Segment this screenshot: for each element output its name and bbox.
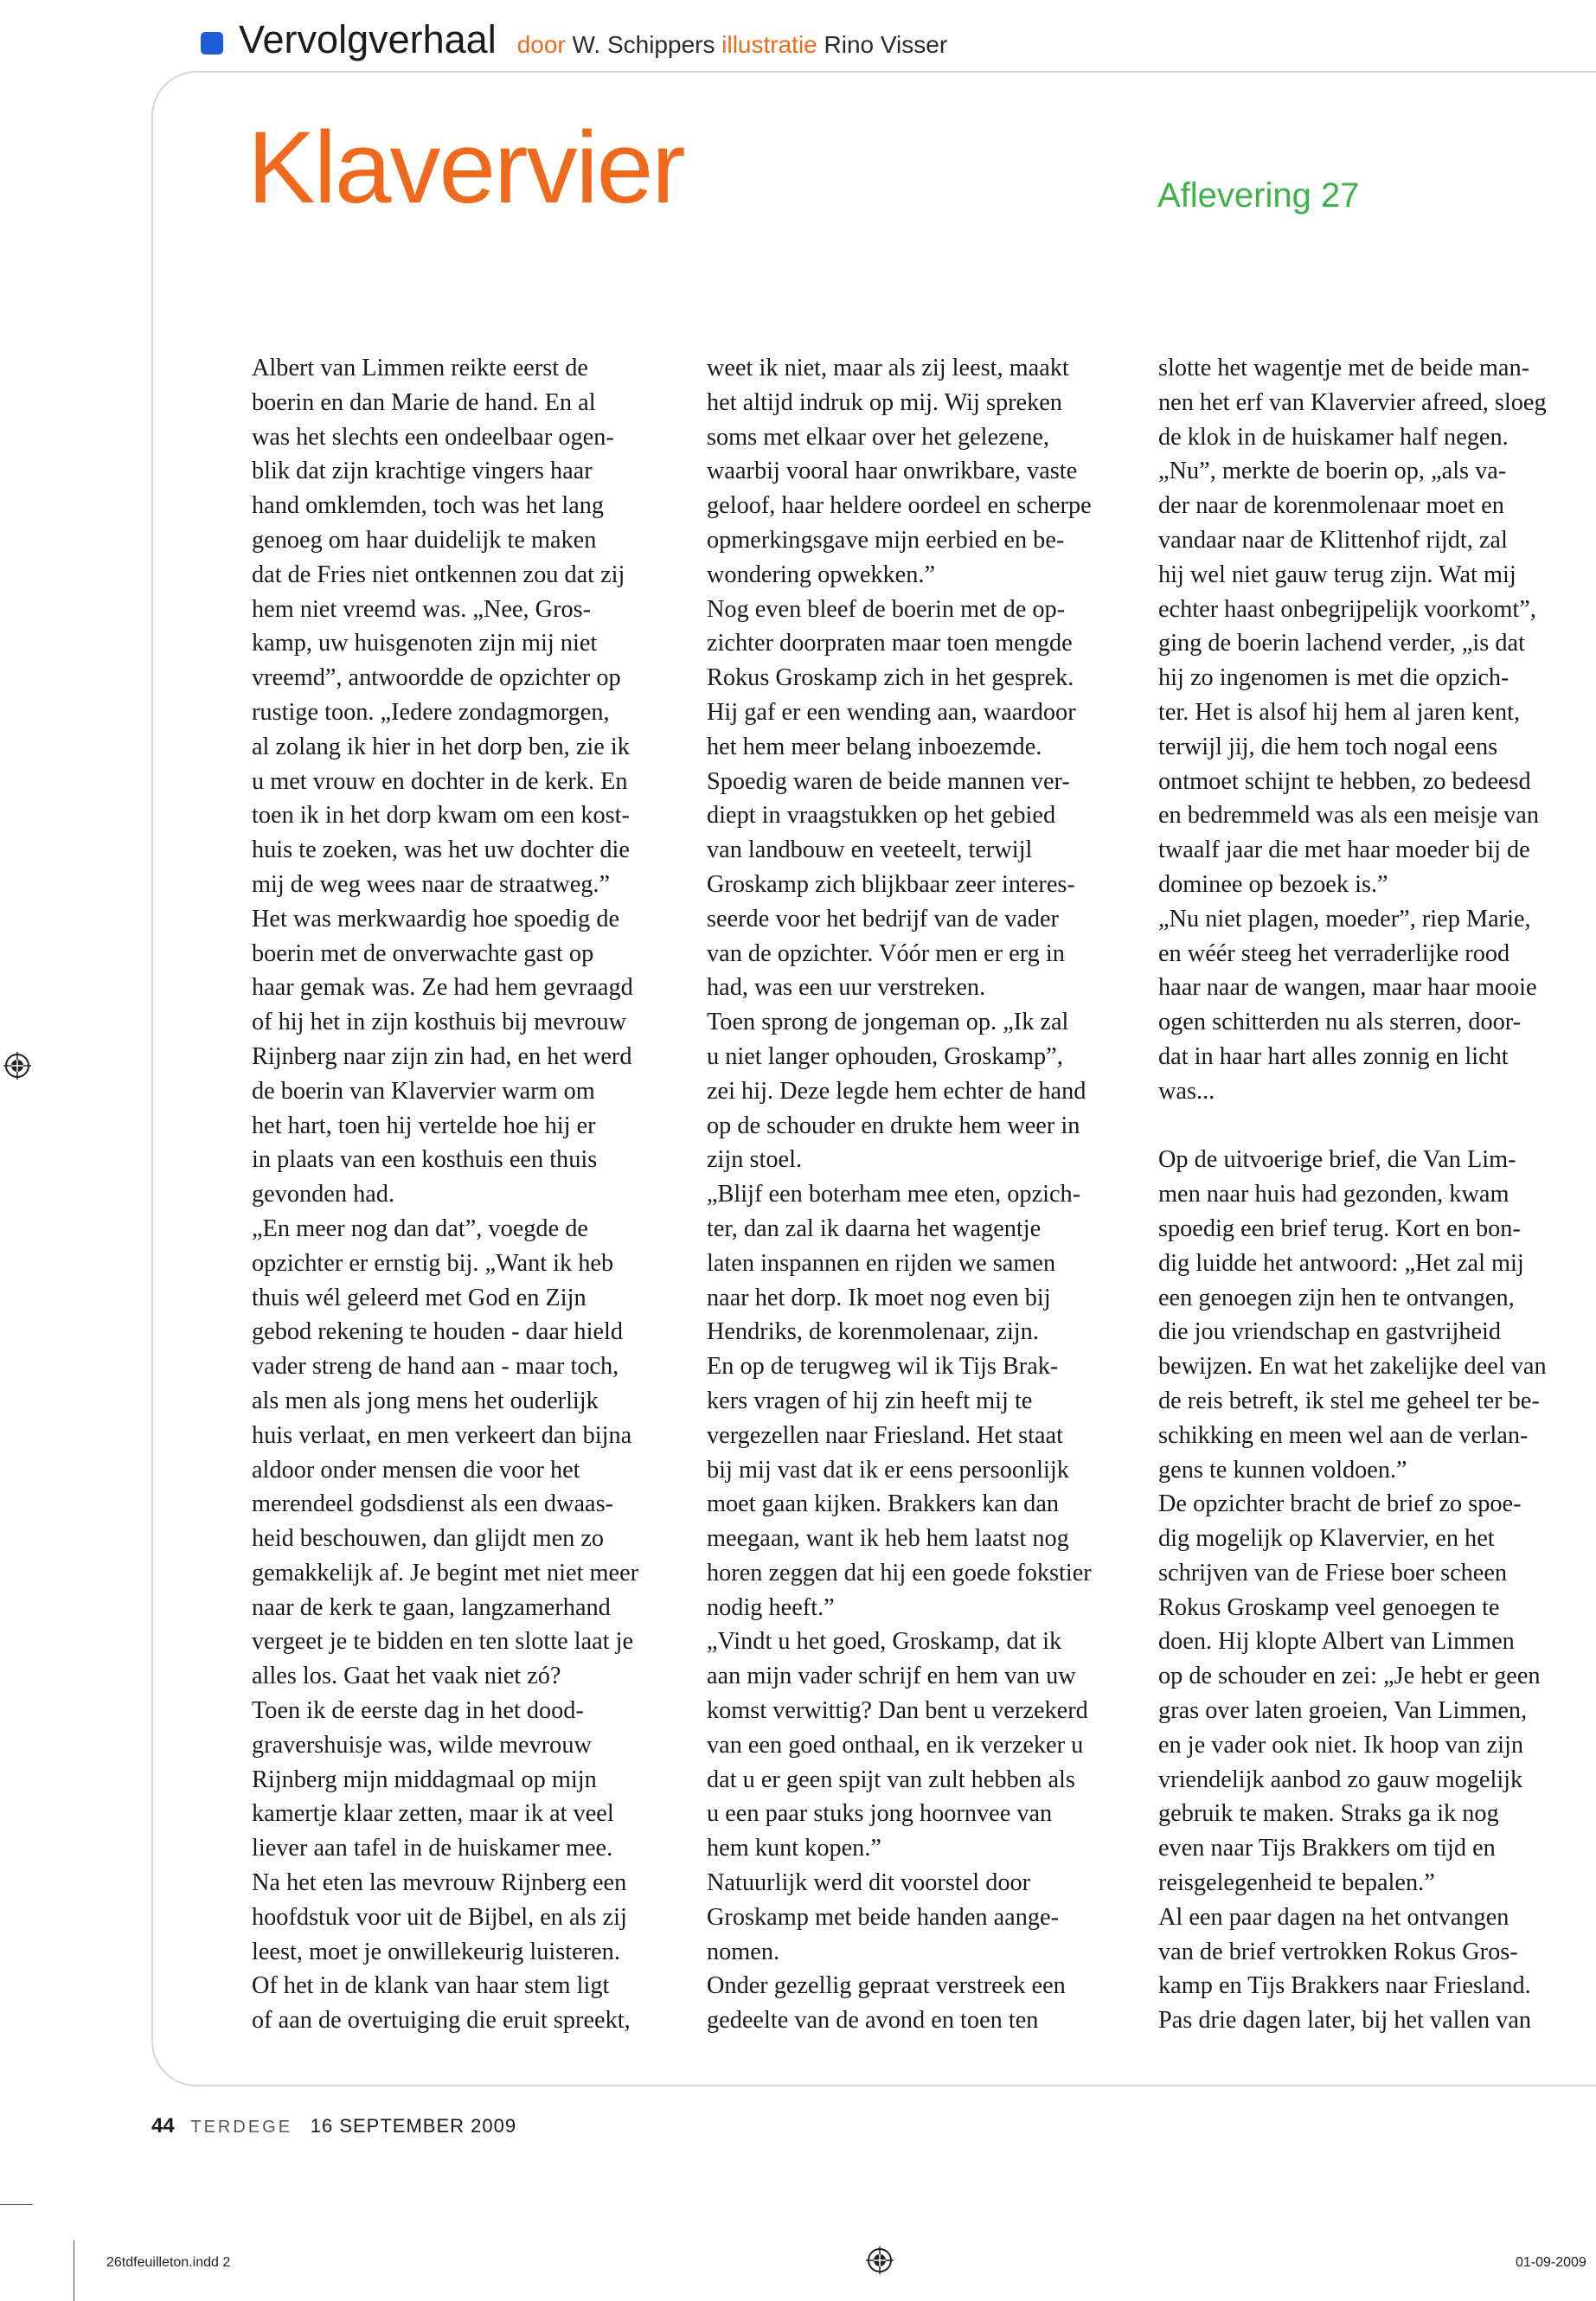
crop-mark-horizontal <box>0 2204 33 2205</box>
text-line: opmerkingsgave mijn eerbied en be- <box>707 526 1065 554</box>
section-title: Vervolgverhaal <box>239 17 497 61</box>
text-line: Groskamp zich blijkbaar zeer interes- <box>707 870 1075 898</box>
text-line: terwijl jij, die hem toch nogal eens <box>1158 733 1498 760</box>
text-line: Het was merkwaardig hoe spoedig de <box>252 905 620 933</box>
text-line: blik dat zijn krachtige vingers haar <box>252 458 593 485</box>
paragraph-break <box>1158 1109 1591 1144</box>
text-line: de klok in de huiskamer half negen. <box>1158 423 1509 451</box>
text-line: meegaan, want ik heb hem laatst nog <box>707 1525 1069 1553</box>
text-line: huis verlaat, en men verkeert dan bijna <box>252 1421 632 1449</box>
text-line: Al een paar dagen na het ontvangen <box>1158 1903 1509 1931</box>
text-line: „Nu niet plagen, moeder”, riep Marie, <box>1158 905 1531 933</box>
text-line: dat de Fries niet ontkennen zou dat zij <box>252 561 625 588</box>
text-line: seerde voor het bedrijf van de vader <box>707 905 1059 933</box>
text-line: men naar huis had gezonden, kwam <box>1158 1181 1509 1208</box>
text-line: Natuurlijk werd dit voorstel door <box>707 1869 1031 1897</box>
text-line: liever aan tafel in de huiskamer mee. <box>252 1835 613 1862</box>
text-line: in plaats van een kosthuis een thuis <box>252 1146 598 1174</box>
text-line: op de schouder en zei: „Je hebt er geen <box>1158 1663 1541 1690</box>
text-line: het altijd indruk op mij. Wij spreken <box>707 388 1062 416</box>
text-line: dominee op bezoek is.” <box>1158 870 1388 898</box>
text-line: was... <box>1158 1077 1215 1105</box>
text-line: toen ik in het dorp kwam om een kost- <box>252 802 630 830</box>
text-line: Rijnberg mijn middagmaal op mijn <box>252 1766 597 1793</box>
text-line: naar de kerk te gaan, langzamerhand <box>252 1593 611 1621</box>
text-line: en wéér steeg het verraderlijke rood <box>1158 939 1510 967</box>
text-line: De opzichter bracht de brief zo spoe- <box>1158 1490 1522 1518</box>
text-line: laten inspannen en rijden we samen <box>707 1249 1056 1277</box>
text-line: horen zeggen dat hij een goede fokstier <box>707 1559 1092 1586</box>
text-line: „Nu”, merkte de boerin op, „als va- <box>1158 458 1507 485</box>
text-line: weet ik niet, maar als zij leest, maakt <box>707 355 1069 381</box>
text-line: huis te zoeken, was het uw dochter die <box>252 836 630 864</box>
text-line: merendeel godsdienst als een dwaas- <box>252 1490 614 1518</box>
text-line: had, was een uur verstreken. <box>707 974 986 1002</box>
text-line: bij mij vast dat ik er eens persoonlijk <box>707 1456 1069 1484</box>
text-line: komst verwittig? Dan bent u verzekerd <box>707 1697 1088 1725</box>
text-line: hem kunt kopen.” <box>707 1835 881 1862</box>
text-line: gebod rekening te houden - daar hield <box>252 1318 624 1346</box>
text-line: van landbouw en veeteelt, terwijl <box>707 836 1033 864</box>
text-line: slotte het wagentje met de beide man- <box>1158 355 1530 381</box>
text-line: Pas drie dagen later, bij het vallen van <box>1158 2007 1532 2035</box>
issue-date: 16 SEPTEMBER 2009 <box>310 2115 517 2137</box>
text-line: „En meer nog dan dat”, voegde de <box>252 1215 588 1242</box>
author-name: W. Schippers <box>572 31 715 58</box>
text-line: boerin en dan Marie de hand. En al <box>252 388 596 416</box>
text-line: even naar Tijs Brakkers om tijd en <box>1158 1835 1496 1862</box>
text-line: van de brief vertrokken Rokus Gros- <box>1158 1938 1518 1965</box>
text-line: opzichter er ernstig bij. „Want ik heb <box>252 1249 614 1277</box>
text-line: Nog even bleef de boerin met de op- <box>707 595 1066 623</box>
text-line: Of het in de klank van haar stem ligt <box>252 1972 610 2000</box>
text-line: op de schouder en drukte hem weer in <box>707 1112 1080 1139</box>
text-line: gemakkelijk af. Je begint met niet meer <box>252 1559 639 1586</box>
door-label: door <box>516 31 566 58</box>
text-line: die jou vriendschap en gastvrijheid <box>1158 1318 1502 1346</box>
text-column-3-part-2 <box>1158 1143 1591 2038</box>
text-line: het hem meer belang inboezemde. <box>707 733 1042 760</box>
text-line: schrijven van de Friese boer scheen <box>1158 1559 1508 1586</box>
text-line: Rokus Groskamp veel genoegen te <box>1158 1593 1500 1621</box>
text-column-2 <box>707 351 1139 2038</box>
text-line: hem niet vreemd was. „Nee, Gros- <box>252 595 592 623</box>
text-line: waarbij vooral haar onwrikbare, vaste <box>707 458 1078 485</box>
print-slug-file: 26tdfeuilleton.indd 2 <box>106 2255 231 2270</box>
text-line: ter. Het is alsof hij hem al jaren kent, <box>1158 698 1521 726</box>
text-line: kers vragen of hij zin heeft mij te <box>707 1387 1033 1414</box>
text-line: dat in haar hart alles zonnig en licht <box>1158 1042 1509 1070</box>
text-line: al zolang ik hier in het dorp ben, zie ik <box>252 733 630 760</box>
text-line: Spoedig waren de beide mannen ver- <box>707 767 1070 795</box>
section-marker-icon <box>201 32 223 54</box>
text-line: zijn stoel. <box>707 1146 803 1174</box>
text-line: ging de boerin lachend verder, „is dat <box>1158 630 1525 657</box>
text-line: bewijzen. En wat het zakelijke deel van <box>1158 1353 1547 1381</box>
text-line: aan mijn vader schrijf en hem van uw <box>707 1663 1076 1690</box>
page-number: 44 <box>151 2114 175 2138</box>
illustratie-label: illustratie <box>721 31 817 58</box>
text-line: de boerin van Klavervier warm om <box>252 1077 595 1105</box>
text-line: nomen. <box>707 1938 780 1965</box>
text-line: En op de terugweg wil ik Tijs Brak- <box>707 1353 1059 1381</box>
text-column-3 <box>1158 351 1591 2038</box>
text-line: Na het eten las mevrouw Rijnberg een <box>252 1869 627 1897</box>
text-line: leest, moet je onwillekeurig luisteren. <box>252 1938 620 1965</box>
text-line: haar gemak was. Ze had hem gevraagd <box>252 974 633 1002</box>
text-line: gravershuisje was, wilde mevrouw <box>252 1731 592 1759</box>
text-line: ogen schitterden nu als sterren, door- <box>1158 1009 1522 1036</box>
text-line: genoeg om haar duidelijk te maken <box>252 526 597 554</box>
text-line: spoedig een brief terug. Kort en bon- <box>1158 1215 1521 1242</box>
text-line: was het slechts een ondeelbaar ogen- <box>252 423 614 451</box>
section-header <box>201 17 947 69</box>
text-line: vergezellen naar Friesland. Het staat <box>707 1421 1063 1449</box>
text-line: thuis wél geleerd met God en Zijn <box>252 1284 586 1311</box>
text-line: of aan de overtuiging die eruit spreekt, <box>252 2007 631 2035</box>
text-line: gras over laten groeien, Van Limmen, <box>1158 1697 1528 1725</box>
text-line: „Vindt u het goed, Groskamp, dat ik <box>707 1628 1062 1656</box>
text-line: ontmoet schijnt te hebben, zo bedeesd <box>1158 767 1531 795</box>
text-line: hoofdstuk voor uit de Bijbel, en als zij <box>252 1903 627 1931</box>
text-line: vergeet je te bidden en ten slotte laat je <box>252 1628 634 1656</box>
text-line: Toen sprong de jongeman op. „Ik zal <box>707 1009 1069 1036</box>
text-line: u een paar stuks jong hoornvee van <box>707 1800 1053 1828</box>
text-line: zichter doorpraten maar toen mengde <box>707 630 1073 657</box>
text-line: der naar de korenmolenaar moet en <box>1158 492 1504 520</box>
text-line: nen het erf van Klavervier afreed, sloeg <box>1158 388 1547 416</box>
text-line: naar het dorp. Ik moet nog even bij <box>707 1284 1051 1311</box>
text-line: mij de weg wees naar de straatweg.” <box>252 870 611 898</box>
text-line: en je vader ook niet. Ik hoop van zijn <box>1158 1731 1523 1759</box>
registration-mark-icon <box>3 1052 31 1080</box>
text-line: heid beschouwen, dan glijdt men zo <box>252 1525 605 1553</box>
text-line: kamp en Tijs Brakkers naar Friesland. <box>1158 1972 1531 2000</box>
text-line: Rokus Groskamp zich in het gesprek. <box>707 664 1074 692</box>
text-line: vriendelijk aanbod zo gauw mogelijk <box>1158 1766 1523 1793</box>
text-line: Groskamp met beide handen aange- <box>707 1903 1060 1931</box>
text-column-1 <box>252 351 684 2038</box>
text-line: aldoor onder mensen die voor het <box>252 1456 580 1484</box>
text-line: dat u er geen spijt van zult hebben als <box>707 1766 1075 1793</box>
text-line: u niet langer ophouden, Groskamp”, <box>707 1042 1063 1070</box>
text-line: Op de uitvoerige brief, die Van Lim- <box>1158 1146 1516 1174</box>
article-title: Klavervier <box>247 111 684 225</box>
text-line: nodig heeft.” <box>707 1593 835 1621</box>
text-line: Hij gaf er een wending aan, waardoor <box>707 698 1076 726</box>
text-line: het hart, toen hij vertelde hoe hij er <box>252 1112 596 1139</box>
text-line: boerin met de onverwachte gast op <box>252 939 594 967</box>
magazine-name: TERDEGE <box>190 2118 293 2137</box>
text-line: een genoegen zijn hen te ontvangen, <box>1158 1284 1515 1311</box>
text-line: Hendriks, de korenmolenaar, zijn. <box>707 1318 1039 1346</box>
text-column-3-part-1 <box>1158 351 1591 1109</box>
text-line: wondering opwekken.” <box>707 561 936 588</box>
text-line: van een goed onthaal, en ik verzeker u <box>707 1731 1084 1759</box>
text-line: schikking en meen wel aan de verlan- <box>1158 1421 1529 1449</box>
text-line: vandaar naar de Klittenhof rijdt, zal <box>1158 526 1508 554</box>
text-line: vader streng de hand aan - maar toch, <box>252 1353 619 1381</box>
text-line: soms met elkaar over het gelezene, <box>707 423 1049 451</box>
text-line: alles los. Gaat het vaak niet zó? <box>252 1663 561 1690</box>
text-line: dig mogelijk op Klavervier, en het <box>1158 1525 1495 1553</box>
text-line: Toen ik de eerste dag in het dood- <box>252 1697 584 1725</box>
text-line: als men als jong mens het ouderlijk <box>252 1387 599 1414</box>
text-line: twaalf jaar die met haar moeder bij de <box>1158 836 1530 864</box>
registration-mark-bottom-icon <box>866 2247 894 2274</box>
text-line: zei hij. Deze legde hem echter de hand <box>707 1077 1086 1105</box>
text-line: doen. Hij klopte Albert van Limmen <box>1158 1628 1515 1656</box>
text-line: dig luidde het antwoord: „Het zal mij <box>1158 1249 1524 1277</box>
text-line: u met vrouw en dochter in de kerk. En <box>252 767 628 795</box>
text-line: „Blijf een boterham mee eten, opzich- <box>707 1181 1081 1208</box>
text-line: de reis betreft, ik stel me geheel ter be- <box>1158 1387 1540 1414</box>
text-line: haar naar de wangen, maar haar mooie <box>1158 974 1537 1002</box>
page-footer <box>151 2114 516 2138</box>
text-line: gedeelte van de avond en toen ten <box>707 2007 1039 2035</box>
text-line: en bedremmeld was als een meisje van <box>1158 802 1540 830</box>
text-line: vreemd”, antwoordde de opzichter op <box>252 664 621 692</box>
text-line: reisgelegenheid te bepalen.” <box>1158 1869 1435 1897</box>
text-line: diept in vraagstukken op het gebied <box>707 802 1056 830</box>
print-slug-date: 01-09-2009 <box>1516 2255 1586 2270</box>
text-line: kamp, uw huisgenoten zijn mij niet <box>252 630 598 657</box>
text-line: gevonden had. <box>252 1181 395 1208</box>
text-line: gens te kunnen voldoen.” <box>1158 1456 1407 1484</box>
text-line: hand omklemden, toch was het lang <box>252 492 605 520</box>
text-line: rustige toon. „Iedere zondagmorgen, <box>252 698 610 726</box>
illustrator-name: Rino Visser <box>824 31 948 58</box>
text-line: hij zo ingenomen is met die opzich- <box>1158 664 1509 692</box>
text-line: Albert van Limmen reikte eerst de <box>252 355 588 381</box>
text-line: ter, dan zal ik daarna het wagentje <box>707 1215 1042 1242</box>
text-line: of hij het in zijn kosthuis bij mevrouw <box>252 1009 627 1036</box>
episode-label: Aflevering 27 <box>1157 176 1360 215</box>
text-line: moet gaan kijken. Brakkers kan dan <box>707 1490 1060 1518</box>
text-line: geloof, haar heldere oordeel en scherpe <box>707 492 1092 520</box>
text-line: hij wel niet gauw terug zijn. Wat mij <box>1158 561 1516 588</box>
text-line: kamertje klaar zetten, maar ik at veel <box>252 1800 614 1828</box>
text-line: gebruik te maken. Straks ga ik nog <box>1158 1800 1499 1828</box>
text-line: Onder gezellig gepraat verstreek een <box>707 1972 1066 2000</box>
text-line: Rijnberg naar zijn zin had, en het werd <box>252 1042 632 1070</box>
text-line: van de opzichter. Vóór men er erg in <box>707 939 1065 967</box>
text-line: echter haast onbegrijpelijk voorkomt”, <box>1158 595 1536 623</box>
